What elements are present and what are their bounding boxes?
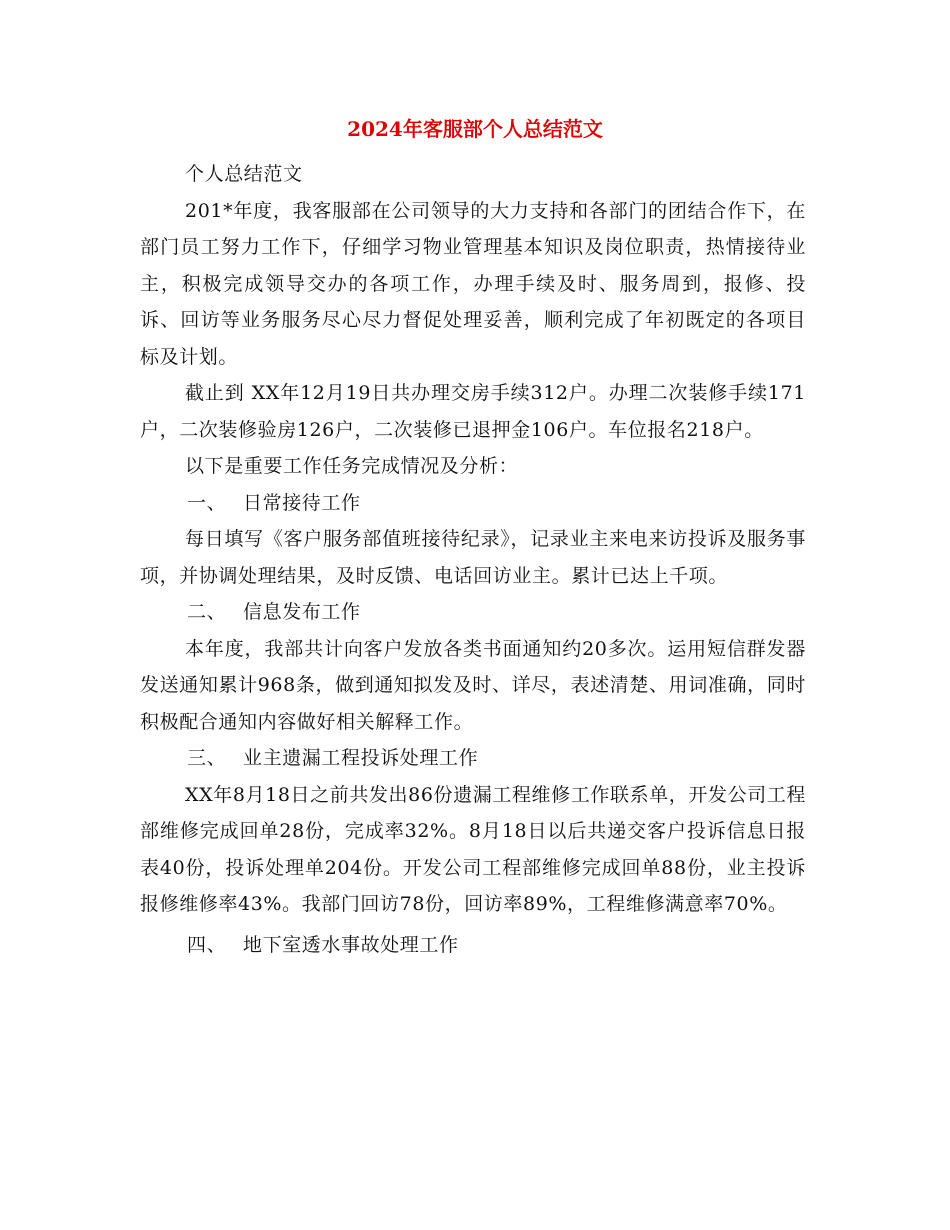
- section-title: 地下室透水事故处理工作: [243, 933, 459, 956]
- section-title: 业主遗漏工程投诉处理工作: [243, 747, 479, 769]
- section-paragraph-2: 本年度，我部共计向客户发放各类书面通知约20多次。运用短信群发器发送通知累计968条，做到通知拟发及时、详尽，表述清楚、用词准确，同时积极配合通知内容做好相关解释工作。: [140, 637, 806, 733]
- section-number: 二、: [187, 601, 227, 623]
- intro-paragraph: 201*年度，我客服部在公司领导的大力支持和各部门的团结合作下，在部门员工努力工作下，仔细学习物业管理基本知识及岗位职责，热情接待业主，积极完成领导交办的各项工作，办理手续及时、服务周到，报修、投诉、回访等业务服务尽心尽力督促处理妥善，顺利完成了年初既定的各项目标及计划。: [140, 199, 806, 368]
- stats-paragraph: 截止到 XX年12月19日共办理交房手续312户。办理二次装修手续171户，二次装修验房126户，二次装修已退押金106户。车位报名218户。: [140, 382, 806, 441]
- section-number: 四、: [187, 933, 227, 956]
- section-paragraph-3: XX年8月18日之前共发出86份遗漏工程维修工作联系单，开发公司工程部维修完成回单28份，完成率32%。8月18日以后共递交客户投诉信息日报表40份，投诉处理单204份。开发公司工程部维修完成回单88份，业主投诉报修维修率43%。我部门回访78份，回访率89%，工程维修满意率70%。: [140, 783, 806, 915]
- section-title: 信息发布工作: [243, 601, 361, 623]
- section-heading-3: [140, 740, 806, 777]
- section-title: 日常接待工作: [243, 491, 361, 514]
- section-number: 三、: [187, 747, 227, 769]
- section-heading-1: [140, 485, 806, 522]
- section-paragraph-1: 每日填写《客户服务部值班接待纪录》，记录业主来电来访投诉及服务事项，并协调处理结果，及时反馈、电话回访业主。累计已达上千项。: [140, 528, 806, 587]
- document-body: [140, 156, 806, 963]
- subtitle-paragraph: 个人总结范文: [185, 163, 303, 185]
- section-heading-4: [140, 927, 806, 964]
- lead-paragraph: 以下是重要工作任务完成情况及分析：: [185, 455, 519, 477]
- section-heading-2: [140, 594, 806, 631]
- document-title: 2024年客服部个人总结范文: [347, 117, 603, 141]
- section-number: 一、: [187, 491, 227, 514]
